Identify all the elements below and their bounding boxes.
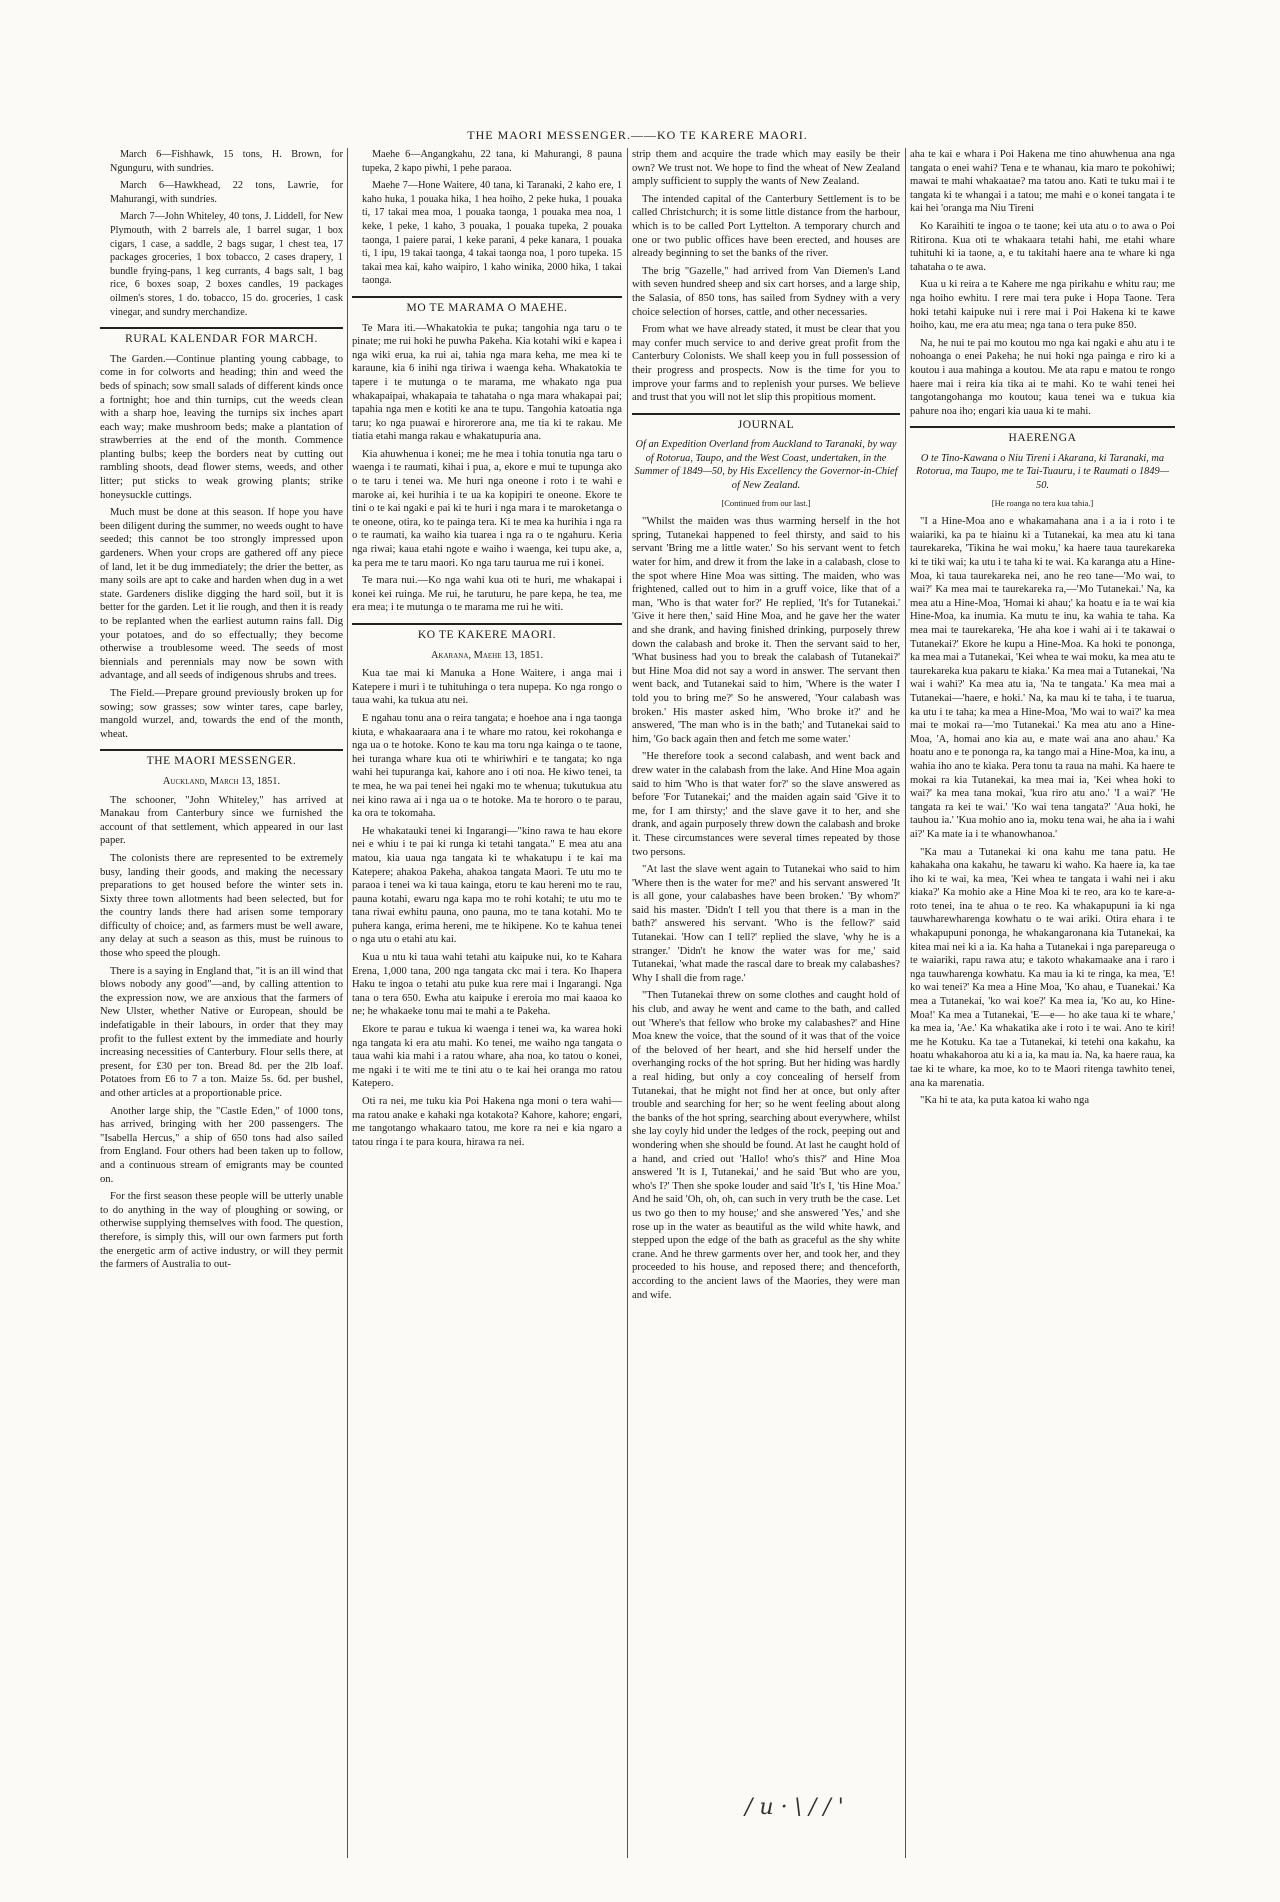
marama-heading: MO TE MARAMA O MAEHE. (352, 296, 622, 316)
haerenga-heading: HAERENGA (910, 426, 1175, 446)
column-2 (352, 148, 622, 1858)
article-paragraph: There is a saying in England that, "it is an ill wind that blows nobody any good"—and, by calling attention to the expression now, we are anxious that the farmers of New Ulster, whether Native or European, should be indefatigable in their labours, in order that they may profit to the fullest extent by the immediate and hourly increasing necessities of Canterbury. Flour sells there, at present, for £30 per ton. Bread 8d. per the 2lb loaf. Potatoes from £6 to 7 a ton. Maize 5s. 6d. per bushel, and other articles at a proportionable price. (100, 965, 343, 1099)
journal-heading: JOURNAL (632, 413, 900, 433)
article-paragraph: strip them and acquire the trade which may easily be their own? We trust not. We hope to find the wheat of New Zealand amply sufficient to supply the wants of New Zealand. (632, 149, 900, 188)
article-paragraph: Oti ra nei, me tuku kia Poi Hakena nga moni o tera wahi—ma ratou anake e kahaki nga kotakota? Kahore, kahore; engari, me tangotango whakaaro tatou, me kore ra nei e kia ngaro a tatou ringa i te para koura, hirawa ra nei. (352, 1096, 622, 1148)
article-paragraph: aha te kai e whara i Poi Hakena me tino ahuwhenua ana nga tangata o enei wahi? Tena e te whanau, kia maro te pokohiwi; mawai te mahi whakaatae? ma tatou ano. Kati te tuku mai i te tangata ki te whangai i a tatou; me mahi e o konei tangata i te kai hei 'oranga ma Niu Tireni (910, 149, 1175, 215)
handwritten-mark: / u · \ / / ' (745, 1795, 844, 1820)
haerenga-subtitle: O te Tino-Kawana o Niu Tireni i Akarana, ki Taranaki, ma Rotorua, ma Taupo, me te Tai-Tuauru, i te Raumati o 1849—50. (916, 452, 1169, 492)
article-paragraph: Na, he nui te pai mo koutou mo nga kai ngaki e ahu atu i te nohoanga o enei Pakeha; he nui hoki nga painga e riro ki a koutou i aua mahinga a koutou. Me ata rapu e matou te rongo haere mai i reira kia tika ai te mahi. Ko te wahi tenei hei tangotangohanga mo koutou; kaua tenei wa e tukua kia pahure noa iho; engari kia uaua ki te mahi. (910, 337, 1175, 417)
column-rule (347, 148, 348, 1858)
article-paragraph: The schooner, "John Whiteley," has arrived at Manakau from Canterbury since we furnished the account of that settlement, which appeared in our last paper. (100, 794, 343, 847)
shipping-entry: Maehe 7—Hone Waitere, 40 tana, ki Taranaki, 2 kaho ere, 1 kaho huka, 1 pouaka hika, 1 hea hoiho, 2 peke huka, 1 pouaka ti, 17 takai mea moa, 1 pouaka taonga, 1 pouaka mea noa, 1 keke, 1 peke, 1 kaho, 3 pouaka, 1 pouaka tupeka, 2 pouaka taonga, 1 paiere parai, 1 keke parani, 4 peke kanara, 1 pouaka ti, 1 ipu, 19 takai taonga, 4 takai taonga noa, 1 poro tupeka. 15 takai mea kai, kaho waipiro, 1 kaho winika, 2000 hika, 1 takai taonga. (362, 180, 622, 287)
continued-note: [He roanga no tera kua tahia.] (991, 497, 1094, 508)
shipping-entry: March 6—Hawkhead, 22 tons, Lawrie, for Mahurangi, with sundries. (110, 180, 343, 205)
article-paragraph: Te Mara iti.—Whakatokia te puka; tangohia nga taru o te pinate; me rui hoki he puwha Pakeha. Kia kotahi wiki e kapea i nga wiki erua, ka rui ai, tahia nga mara keha, me mea ki te karaune, kia 6 inihi nga tiriwa i waenga keha. Whakatokia te tapere i te mutunga o te marama, me whakato nga pua whakapaipai, whakapaia te tahataha o nga mara whakapai pai; tapahia nga men e kotiti ke ana te tupu. Tangohia katoatia nga taru; ko nga puawai e hirorerore ana, me tia ki te rakau. Me tiatia etahi manga rakau e whakatupuria ana. (352, 322, 622, 443)
journal-subtitle: Of an Expedition Overland from Auckland to Taranaki, by way of Rotorua, Taupo, and the West Coast, undertaken, in the Summer of 1849—50, by His Excellency the Governor-in-Chief of New Zealand. (634, 439, 898, 492)
article-paragraph: Kia ahuwhenua i konei; me he mea i tohia tonutia nga taru o waenga i te raumati, kihai i pua, a, ekore e mui te tupunga ako o te taru i tenei wa. Me huri nga oneone i roto i te wahi e maroke ai, kei hurihia i te ua ka kopipiri te oneone. Ekore te tini o te kai ngaki e pai ki te huri i nga mara i te maroketanga o te oneone, otira, ko te painga tera. Ki te mea ka hurihia i nga ra o te raumati, ka waiho kia tuarea i nga ra o te ngahuru. Keria nga riwai; kaua etahi ngote e waiho i waenga, kei tupu ake, a, ka pera me te taru maori. Ko nga taru taurua me rui i konei. (352, 448, 622, 569)
shipping-entry: March 6—Fishhawk, 15 tons, H. Brown, for Ngunguru, with sundries. (110, 149, 343, 174)
column-4 (910, 148, 1175, 1858)
article-paragraph: For the first season these people will be utterly unable to do anything in the way of ploughing or sowing, or otherwise supplying themselves with food. The question, therefore, is simply this, will our own farmers put forth the energetic arm of active industry, or will they permit the farmers of Australia to out- (100, 1191, 343, 1271)
article-paragraph: "Ka mau a Tutanekai ki ona kahu me tana patu. He kahakaha ona kakahu, he tawaru ki waho. Ka haere ia, ka tae iho ki te wai, ka mea, 'Kei whea te tangata i wahi nei i aku kiaka?' Ka mohio ake a Hine Moa ki te reo, ara ko te kare-a-roto tenei, ina te ahua o te reo. Ka whakapupuni ia ki nga tauwharewharenga kowhatu o te wai ariki. Otira ehara i te whakapupuni pononga, he whakangaronana kia Tutanekai, ka kitea mai nei ki a ia. Ka haha a Tutanekai i nga parepareuga o te waiariki, rapu rawa atu; e takoto whakamaake ana i raro i nga tauwharenga kowhatu. Ka mau ia ki te ringa, ka mea, 'E! ko wai tenei?' Ka mea a Hine Moa, 'Ko ahau, e Tuanekai.' Ka mea a Tutanekai, 'ko wai koe?' Ka mea ia, 'Ko au, ko Hine-Moa!' Ka mea a Tutanekai, 'E—e— ho ake taua ki te whare,' ka mea ia, 'Ae.' Ka whakatika ake i roto i te wai. Ano te kiri! me he Kotuku. Ka tae a Tutanekai, ki tetehi ona kakahu, ka hoatu whakahoroa atu ki a ia, ka mau ia. Na, ka haere raua, ka tae ki te whare, ka moe, ko to te Maori ritenga tawhito tenei, ana ka marenatia. (910, 846, 1175, 1089)
article-paragraph: The intended capital of the Canterbury Settlement is to be called Christchurch; it is some little distance from the harbour, which is to be called Port Lyttelton. A temporary church and one or two public offices have been erected, and houses are already beginning to set the banks of the river. (632, 193, 900, 260)
article-paragraph: The brig "Gazelle," had arrived from Van Diemen's Land with seven hundred sheep and six cart horses, and a large ship, the Salasia, of 850 tons, has sailed from Sydney with a very choice selection of horses, cattle, and other necessaries. (632, 265, 900, 318)
article-paragraph: Kua u ntu ki taua wahi tetahi atu kaipuke nui, ko te Kahara Erena, 1,000 tana, 200 nga tangata ckc mai i tera. Ko Ihapera Haku te ingoa o tetahi atu puke kua rere mai i Ingarangi. Nga tana o tera 650. Ewha atu kaipuke i ereroia mo mai kaaoa ko ne; he whakaeke tonu mai te mahi a te Pakeha. (352, 952, 622, 1018)
article-paragraph: The Field.—Prepare ground previously broken up for sowing; sow grasses; sow winter tares, cape barley, mangold wurzel, and, towards the end of the month, wheat. (100, 687, 343, 740)
article-paragraph: From what we have already stated, it must be clear that you may confer much service to and derive great profit from the Canterbury Colonists. We shall keep you in full possession of their progress and prospects. Now is the time for you to improve your farms and to replenish your purses. We believe and trust that you will not let slip this propitious moment. (632, 324, 900, 404)
dateline: Akarana, Maehe 13, 1851. (430, 649, 544, 661)
column-rule (905, 148, 906, 1858)
column-rule (627, 148, 628, 1858)
running-masthead: THE MAORI MESSENGER.——KO TE KARERE MAORI. (467, 128, 808, 142)
shipping-entry: March 7—John Whiteley, 40 tons, J. Liddell, for New Plymouth, with 2 barrels ale, 1 barrel sugar, 1 box cigars, 1 case, a saddle, 2 bags sugar, 1 chest tea, 17 packages groceries, 1 box tobacco, 2 cases drapery, 1 bundle frying-pans, 1 keg currants, 4 bags salt, 1 bag rice, 6 boxes soap, 2 boxes candles, 19 packages oilmen's stores, 1 do. tobacco, 15 do. groceries, 1 cask vinegar, and sundry merchandize. (110, 211, 343, 318)
article-paragraph: "I a Hine-Moa ano e whakamahana ana i a ia i roto i te waiariki, ka pa te hiainu ki a Tutanekai, ka mea atu ki tana taurekareka, 'Tikina he wai moku,' ka haere taua taurekareka ki te tiki wai; ka utu i te taha ki te wai. Ka karanga atu a Hine-Moa, ki taua taurekareka nei, ano he reo tane—'Mo wai, to wai?' Ka mea mai te taurekareka ra,—'Mo Tutanekai.' Na, ka mea atu a Hine-Moa, 'Homai ki ahau;' ka hoatu e ia te wai kia Hine-Moa, ka inumia. Ka mutu te inu, ka wahia te taha. Ka mea mai te taurekareka, 'He aha koe i wahi ai i te takawai o Tutanekai?' Ekore he kupu a Hine-Moa. Ka hoki te pononga, ka mea mai a Tutanekai, 'Kei whea te wai moku, ka mea atu te taurekareka kua pakaru te kiaka.' Ka mea mai a Tutanekai, 'Na wai i wahi?' Ka mea atu ia, 'Na te tangata.' Ka mea mai a Tutanekai—'haere, e hoki.' Na, ka mau ki te taha, i te tuarua, ka utu i te taha; ka mea a Hine-Moa, 'Mo wai to wai?' ka mea mai te mokai ra—'mo Tutanekai.' Ka mea atu ano a Hine-Moa, 'A, homai ano kia au, e mate wai ana ano ahau.' Ka hoatu ano e te pononga ra, ka tango mai a Hine-Moa, ka inu, a wahia iho ano te kiaka. Pera tonu ta raua na mahi. Ka haere te mokai ra kia Tutanekai, ka mea mai ia, 'Kei whea hoki to wai?' ka mea tana mokai, 'kua riro atu ano.' 'I a wai?' 'He tangata ra kei te wai.' 'Ko wai tena tangata?' 'Aua hoki, he tauhou ia.' 'Kua mohio ano ia, moku tena wai, he aha ia i wahi ai?' Ka mate ia i te whanowhanoa.' (910, 516, 1175, 840)
article-paragraph: The colonists there are represented to be extremely busy, landing their goods, and making the necessary preparations to get housed before the winter sets in. Sixty three town allotments had been selected, but for the country lands there had arisen some temporary difficulty of choice; and, as farmers must be well aware, any delay at such a season as this, must be ruinous to those who speed the plough. (100, 852, 343, 960)
article-paragraph: Te mara nui.—Ko nga wahi kua oti te huri, me whakapai i konei kei ruinga. Me rui, he taruturu, he pare kepa, he tea, me era mea; i te mutunga o te marama me rui he witi. (352, 575, 622, 614)
article-paragraph: Ekore te parau e tukua ki waenga i tenei wa, ka warea hoki nga tangata ki era atu mahi. Ko tenei, me waiho nga tangata o taua wahi kia mahi i a ratou whare, aha noa, ko tatou o konei, me ngaki i te witi me te tini atu o te kai hei oranga mo ratou Katepero. (352, 1024, 622, 1090)
dateline: Auckland, March 13, 1851. (162, 775, 281, 787)
article-paragraph: "Ka hi te ata, ka puta katoa ki waho nga (920, 1095, 1090, 1107)
article-paragraph: Ko Karaihiti te ingoa o te taone; kei uta atu o to awa o Poi Ritirona. Kua oti te whakaara tetahi hahi, me etahi whare tuhituhi ki ia taone, a, e tu takitahi haere ana te whare ki nga tahataha o te awa. (910, 220, 1175, 273)
shipping-entry: Maehe 6—Angangkahu, 22 tana, ki Mahurangi, 8 pauna tupeka, 2 kapo piwhi, 1 pehe paraoa. (362, 149, 622, 174)
article-paragraph: He whakatauki tenei ki Ingarangi—"kino rawa te hau ekore nei e whiu i te pai ki runga ki tetahi tangata." E mea atu ana matou, kia uaua nga tangata ki te whakatupu i te kai ma Katepere; ahakoa Pakeha, ahakoa tangata Maori. Te utu mo te paraoa i tenei wa ki taua kainga, etoru te kau hereni mo te rau, pauna kotahi, ewaru nga kapa mo te rohi kotahi; te utu mo te tana riwai ewhitu pauna, ono pauna, mo te tana kotahi. Mo te puhera kanga, erima hereni, me te hikipene. Ko te kahua tenei o nga utu o etahi atu kai. (352, 825, 622, 946)
column-1 (100, 148, 343, 1858)
article-paragraph: E ngahau tonu ana o reira tangata; e hoehoe ana i nga taonga kiuta, e whakaaraara ana i te whare mo ratou, kei rokohanga e nga ua o te hotoke. Kono te kau ma toru nga kainga o te taone, hei turanga whare kua oti te whiriwhiri e te tangata; ko nga wahi hei tupuranga kai, kahore ano i oti noa. He kiwo tenei, ta te mea, he wa pai tenei hei ngaki mo te whenua; tukutukua atu nei kino rawa ai i nga ua o te hotoke. Ma te hororo o te parau, ka ora te tokomaha. (352, 712, 622, 820)
karere-heading: KO TE KAKERE MAORI. (352, 623, 622, 643)
rural-kalendar-heading: RURAL KALENDAR FOR MARCH. (100, 327, 343, 347)
continued-note: [Continued from our last.] (721, 497, 811, 508)
article-paragraph: "At last the slave went again to Tutanekai who said to him 'Where then is the water for me?' and his servant answered 'It is all gone, your calabashes have been broken.' 'By whom?' said his master. 'Didn't I tell you that there is a man in the bath?' answered his servant. 'Who is the fellow?' said Tutanekai. 'How can I tell?' replied the slave, 'why he is a stranger.' 'Didn't he know the water was for me,' said Tutanekai, 'what made the rascal dare to break my calabashes? Why I shall die from rage.' (632, 864, 900, 984)
article-paragraph: "Then Tutanekai threw on some clothes and caught hold of his club, and away he went and came to the bath, and called out 'Where's that fellow who broke my calabashes?' and Hine Moa knew the voice, that the sound of it was that of the voice of the beloved of her heart, and she hid herself under the overhanging rocks of the hot spring. But her hiding was hardly a real hiding, but only a coy concealing of herself from Tutanekai, that he might not find her at once, but only after trouble and searching for her; so he went feeling about along the banks of the hot spring, searching about everywhere, whilst she lay coyly hid under the ledges of the rock, peeping out and wondering when she should be found. At last he caught hold of a hand, and cried out 'Hallo! who's this?' and Hine Moa answered 'It is I, Tutanekai,' and he said 'But who are you, who's I?' Then she spoke louder and said 'It's I, 'tis Hine Moa.' And he said 'Oh, oh, oh, can such in very truth be the case. Let us two go then to my house;' and she answered 'Yes,' and she rose up in the water as beautiful as the wild white hawk, and stepped upon the edge of the bath as graceful as the shy white crane. And he threw garments over her, and took her, and they proceeded to his house, and reposed there; and thenceforth, according to the ancient laws of the Maories, they were man and wife. (632, 990, 900, 1301)
article-paragraph: The Garden.—Continue planting young cabbage, to come in for colworts and heading; thin and weed the beds of spinach; sow small salads of different kinds once a fortnight; hoe and thin turnips, cut the weeds clean with a sharp hoe, leaving the turnips six inches apart each way; make mushroom beds; make a plantation of strawberries at the end of the month. Commence planting bulbs; keep the borders neat by cutting out rambling shoots, dead flower stems, weeds, and other litter; put sticks to weak growing plants; strike honeysuckle cuttings. (100, 353, 343, 501)
article-paragraph: "He therefore took a second calabash, and went back and drew water in the calabash from the lake. And Hine Moa again said to him 'Who is that water for?' so the slave answered as before 'For Tutanekai;' and the maiden again said 'Give it to me, for I am thirsty;' and the slave gave it to her, and she drank, and again purposely threw down the calabash and broke it. These circumstances were several times repeated by those two persons. (632, 751, 900, 858)
column-3 (632, 148, 900, 1858)
maori-messenger-heading: THE MAORI MESSENGER. (100, 749, 343, 769)
article-paragraph: Much must be done at this season. If hope you have been diligent during the summer, no weeds ought to have seeded; this cannot be too strongly impressed upon gardeners. When your crops are gathered off any piece of land, let it be dug immediately; the drier the better, as many soils are apt to cake and harden when dug in a wet state. Gardeners dislike digging the hard soil, but it is better for the garden. Let it lie rough, and then it is ready to be replanted when the earliest autumn rains fall. Dig your potatoes, and do so effectually; they become otherwise a troublesome weed. The seeds of most biennials and perennials may now be sown with advantage, and all seeds of indigenous shrubs and trees. (100, 507, 343, 682)
article-paragraph: Kua u ki reira a te Kahere me nga pirikahu e whitu rau; me nga hoiho ewhitu. I rere mai tera puke i Hopa Taone. Tera hoki tetahi kaipuke nui i rere mai i Poi Hakena ki te kawe hoiho, kau, me era atu mea; nga tana o tera puke 850. (910, 279, 1175, 332)
article-paragraph: Kua tae mai ki Manuka a Hone Waitere, i anga mai i Katepere i muri i te tuhituhinga o tera nupepa. Ko nga rongo o taua wahi, ka tukua atu nei. (352, 668, 622, 707)
article-paragraph: "Whilst the maiden was thus warming herself in the hot spring, Tutanekai happened to feel thirsty, and said to his servant 'Bring me a little water.' So his servant went to fetch water for him, and drew it from the lake in a calabash, close to the spot where Hine Moa was sitting. The maiden, who was frightened, called out to him in a gruff voice, like that of a man, 'Who is that water for?' He replied, 'It's for Tutanekai.' 'Give it here then,' said Hine Moa, and he gave her the water and she drank, and having finished drinking, purposely threw down the calabash and broke it. Then the servant said to her, 'What business had you to break the calabash of Tutanekai?' but Hine Moa did not say a word in answer. The servant then went back, and Tutanekai said to him, 'Where is the water I told you to bring me?' So he answered, 'Your calabash was broken.' His master asked him, 'Who broke it?' and he answered, 'The man who is in the bath;' and Tutanekai said to him, 'Go back again then and fetch me some water.' (632, 516, 900, 745)
article-paragraph: Another large ship, the "Castle Eden," of 1000 tons, has arrived, bringing with her 200 passengers. The "Isabella Hercus," a ship of 650 tons had also sailed from England. Four others had been taken up to follow, and a continuous stream of emigrants may be counted on. (100, 1105, 343, 1185)
